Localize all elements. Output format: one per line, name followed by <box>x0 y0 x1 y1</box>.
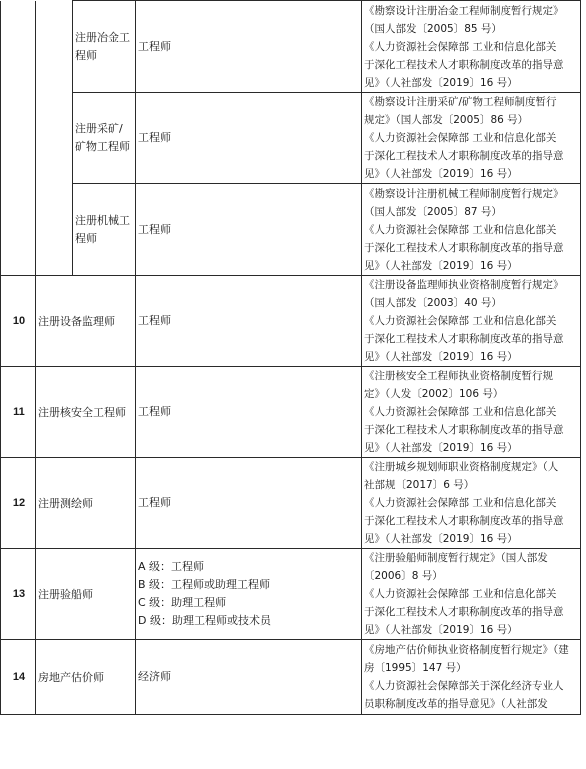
table-row <box>1 458 581 549</box>
title-cell <box>136 367 362 458</box>
sub-name-cell <box>73 1 136 93</box>
sub-name-cell <box>73 93 136 184</box>
qualification-name: 注册设备监理师 <box>36 276 136 367</box>
title-line: 经济师 <box>138 670 171 683</box>
basis-line: 于深化工程技术人才职称制度改革的指导意 <box>364 150 564 162</box>
basis-line: 于深化工程技术人才职称制度改革的指导意 <box>364 333 564 345</box>
table-row <box>1 276 581 367</box>
basis-line: 《勘察设计注册机械工程师制度暂行规定》 <box>364 187 564 200</box>
basis-cell <box>362 1 581 93</box>
basis-cell <box>362 549 581 640</box>
basis-line: 《人力资源社会保障部 工业和信息化部关 <box>364 588 557 600</box>
title-cell <box>136 640 362 715</box>
title-line: 工程师 <box>138 314 171 327</box>
basis-line: 《人力资源社会保障部 工业和信息化部关 <box>364 223 557 236</box>
basis-line: 于深化工程技术人才职称制度改革的指导意 <box>364 515 564 527</box>
name-cell <box>36 1 73 276</box>
basis-line: 见》（人社部发〔2019〕16 号） <box>364 351 518 363</box>
basis-line: 见》（人社部发〔2019〕16 号） <box>364 259 518 272</box>
basis-line: 《人力资源社会保障部 工业和信息化部关 <box>364 406 557 418</box>
sub-name-line: 矿物工程师 <box>75 140 130 153</box>
row-number: 10 <box>1 276 36 367</box>
table-row <box>1 93 581 184</box>
basis-cell <box>362 458 581 549</box>
title-line: B 级：工程师或助理工程师 <box>138 578 271 591</box>
table-row <box>1 549 581 640</box>
sub-name-cell <box>73 184 136 276</box>
title-line: D 级：助理工程师或技术员 <box>138 614 271 627</box>
title-cell: 工程师 <box>136 184 362 276</box>
title-cell: 工程师 <box>136 93 362 184</box>
row-number: 13 <box>1 549 36 640</box>
basis-line: 员职称制度改革的指导意见》（人社部发 <box>364 698 548 710</box>
qualification-name: 注册测绘师 <box>36 458 136 549</box>
basis-cell <box>362 640 581 715</box>
basis-line: 《勘察设计注册采矿/矿物工程师制度暂行 <box>364 96 557 108</box>
basis-line: 《人力资源社会保障部 工业和信息化部关 <box>364 40 557 53</box>
basis-line: 于深化工程技术人才职称制度改革的指导意 <box>364 241 564 254</box>
sub-name-line: 程师 <box>75 48 97 62</box>
basis-line: 见》（人社部发〔2019〕16 号） <box>364 442 518 454</box>
table-row <box>1 184 581 276</box>
title-cell <box>136 458 362 549</box>
qualification-name: 房地产估价师 <box>36 640 136 715</box>
basis-line: 定》（人发〔2002〕106 号） <box>364 388 504 400</box>
basis-line: 于深化工程技术人才职称制度改革的指导意 <box>364 58 564 71</box>
basis-line: （国人部发〔2005〕87 号） <box>364 205 502 218</box>
qualification-name: 注册核安全工程师 <box>36 367 136 458</box>
title-cell: 工程师 <box>136 1 362 93</box>
basis-line: 《注册城乡规划师职业资格制度规定》（人 <box>364 461 559 473</box>
basis-line: 见》（人社部发〔2019〕16 号） <box>364 624 518 636</box>
basis-line: 《人力资源社会保障部 工业和信息化部关 <box>364 132 557 144</box>
basis-line: 《注册核安全工程师执业资格制度暂行规 <box>364 370 553 382</box>
table-row <box>1 640 581 715</box>
title-line: A 级：工程师 <box>138 560 205 573</box>
sub-name-line: 注册机械工 <box>75 213 130 227</box>
basis-line: 房〔1995〕147 号） <box>364 662 467 674</box>
title-line: 工程师 <box>138 405 171 418</box>
basis-line: 于深化工程技术人才职称制度改革的指导意 <box>364 606 564 618</box>
basis-line: 《注册设备监理师执业资格制度暂行规定》 <box>364 279 564 291</box>
qualification-name: 注册验船师 <box>36 549 136 640</box>
basis-line: 见》（人社部发〔2019〕16 号） <box>364 168 518 180</box>
basis-line: 见》（人社部发〔2019〕16 号） <box>364 533 518 545</box>
row-number: 12 <box>1 458 36 549</box>
basis-cell <box>362 184 581 276</box>
basis-line: 《人力资源社会保障部关于深化经济专业人 <box>364 680 564 692</box>
basis-line: 《注册验船师制度暂行规定》（国人部发 <box>364 552 548 564</box>
sub-name-line: 注册采矿/ <box>75 122 123 135</box>
number-cell <box>1 1 36 276</box>
basis-line: 于深化工程技术人才职称制度改革的指导意 <box>364 424 564 436</box>
title-cell <box>136 549 362 640</box>
title-line: C 级：助理工程师 <box>138 596 227 609</box>
basis-cell <box>362 276 581 367</box>
title-cell <box>136 276 362 367</box>
table-row <box>1 367 581 458</box>
basis-line: 《人力资源社会保障部 工业和信息化部关 <box>364 315 557 327</box>
basis-cell <box>362 367 581 458</box>
basis-line: 《人力资源社会保障部 工业和信息化部关 <box>364 497 557 509</box>
title-line: 工程师 <box>138 496 171 509</box>
basis-line: （国人部发〔2003〕40 号） <box>364 297 502 309</box>
row-number: 11 <box>1 367 36 458</box>
basis-line: 见》（人社部发〔2019〕16 号） <box>364 76 518 89</box>
basis-line: 《房地产估价师执业资格制度暂行规定》（建 <box>364 644 569 656</box>
basis-line: 规定》（国人部发〔2005〕86 号） <box>364 114 529 126</box>
table-row <box>1 1 581 93</box>
basis-cell <box>362 93 581 184</box>
row-number: 14 <box>1 640 36 715</box>
basis-line: 社部规〔2017〕6 号） <box>364 479 475 491</box>
sub-name-line: 程师 <box>75 231 97 245</box>
basis-line: 〔2006〕8 号） <box>364 570 443 582</box>
basis-line: （国人部发〔2005〕85 号） <box>364 22 502 35</box>
sub-name-line: 注册冶金工 <box>75 30 130 44</box>
basis-line: 《勘察设计注册冶金工程师制度暂行规定》 <box>364 4 564 17</box>
